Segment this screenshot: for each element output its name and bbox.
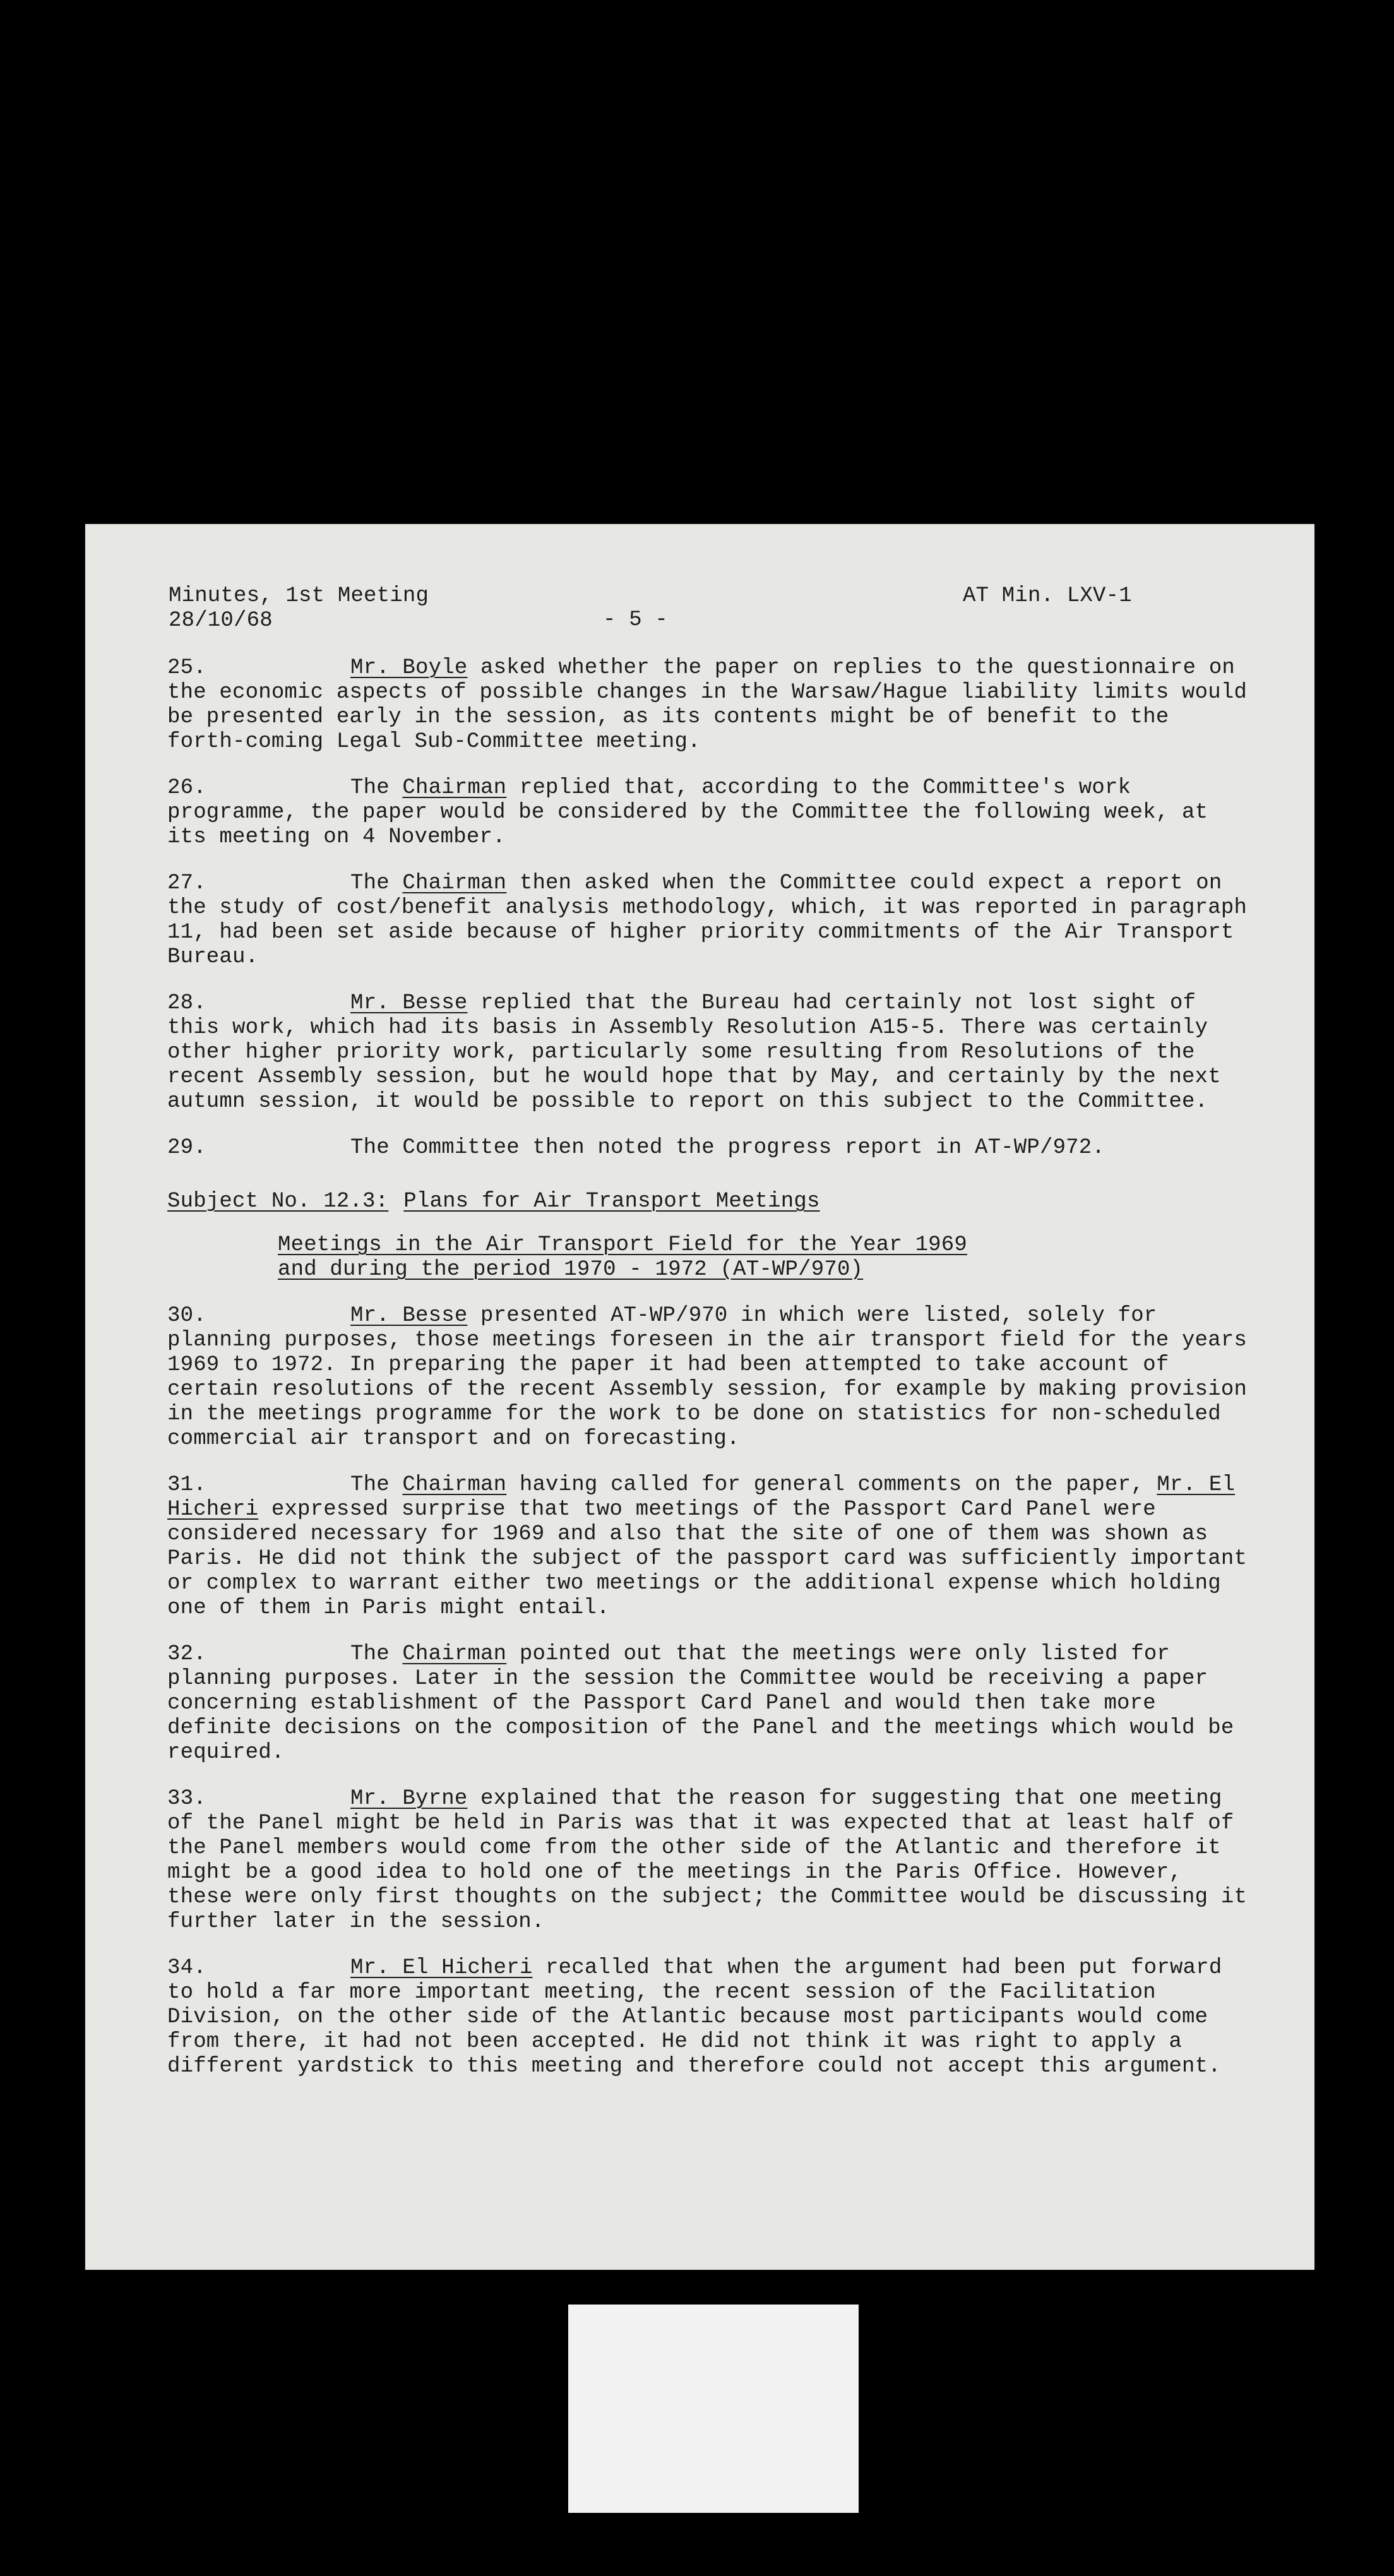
speaker-name: Mr. Boyle — [350, 656, 468, 680]
speaker-name: Chairman — [402, 871, 507, 895]
paragraph-middle: having called for general comments on the paper, — [506, 1473, 1157, 1497]
paragraph-number: 34. — [167, 1956, 206, 1980]
paragraph-number: 25. — [167, 656, 206, 680]
speaker-name: Chairman — [402, 776, 507, 800]
paragraph-33 — [167, 1787, 1253, 1935]
subject-heading — [167, 1190, 1253, 1214]
subheading — [278, 1233, 1253, 1282]
paragraph-text: expressed surprise that two meetings of the Passport Card Panel were considered necessary for 1969 and also that the site of one of them was shown as Paris. He did not think the subject of the passport card was sufficiently important or complex to warrant either two meetings or the additional expense which holding one of them in Paris might entail. — [167, 1498, 1248, 1620]
paragraph-text: asked whether the paper on replies to the questionnaire on the economic aspects of possible changes in the Warsaw/Hague liability limits would be presented early in the session, as its contents might be of benefit to the forth-coming Legal Sub-Committee meeting. — [167, 656, 1248, 754]
paragraph-30 — [167, 1304, 1253, 1452]
speaker-name-2: Mr. El Hicheri — [167, 1473, 1236, 1522]
document-reference: AT Min. LXV-1 — [963, 584, 1132, 608]
speaker-name: Chairman — [402, 1642, 507, 1666]
paragraph-number: 30. — [167, 1304, 206, 1328]
paragraph-text: The Committee then noted the progress report in AT-WP/972. — [350, 1136, 1105, 1160]
paragraph-prefix: The — [350, 871, 403, 895]
paragraph-number: 28. — [167, 991, 206, 1015]
speaker-name: Mr. Byrne — [350, 1787, 468, 1811]
paragraph-prefix: The — [350, 776, 403, 800]
paragraph-number: 31. — [167, 1473, 206, 1497]
header-left — [169, 584, 429, 633]
page-header — [167, 584, 1253, 635]
blank-index-card — [568, 2305, 859, 2513]
header-date: 28/10/68 — [169, 609, 273, 633]
paragraph-text: presented AT-WP/970 in which were listed, solely for planning purposes, those meetings foreseen in the air transport field for the years 1969 to 1972. In preparing the paper it had been attempted to take account of certain resolutions of the recent Assembly session, for example by making provision in the meetings programme for the work to be done on statistics for non-scheduled commercial air transport and on forecasting. — [167, 1304, 1248, 1451]
page-content — [167, 584, 1253, 2079]
paragraph-text: replied that the Bureau had certainly not lost sight of this work, which had its basis in Assembly Resolution A15-5. There was certainly other higher priority work, particularly some resulting from Resolutions of the recent Assembly session, but he would hope that by May, and certainly by the next autumn session, it would be possible to report on this subject to the Committee. — [167, 991, 1221, 1114]
page-number: - 5 - — [603, 608, 669, 632]
paragraph-31 — [167, 1473, 1253, 1621]
subject-title: Plans for Air Transport Meetings — [403, 1190, 820, 1213]
speaker-name: Chairman — [402, 1473, 507, 1497]
speaker-name: Mr. El Hicheri — [350, 1956, 533, 1980]
speaker-name: Mr. Besse — [350, 991, 468, 1015]
subheading-line-2: and during the period 1970 - 1972 (AT-WP/970) — [278, 1258, 864, 1282]
paragraph-26 — [167, 776, 1253, 850]
paragraph-number: 29. — [167, 1136, 206, 1160]
paragraph-number: 27. — [167, 871, 206, 895]
paragraph-text: then asked when the Committee could expect a report on the study of cost/benefit analysis methodology, which, it was reported in paragraph 11, had been set aside because of higher priority commitments of the Air Transport Bureau. — [167, 871, 1248, 969]
paragraph-28 — [167, 991, 1253, 1114]
paragraph-29 — [167, 1136, 1253, 1160]
paragraph-prefix: The — [350, 1473, 403, 1497]
paragraph-text: pointed out that the meetings were only listed for planning purposes. Later in the session the Committee would be receiving a paper concerning establishment of the Passport Card Panel and would then take more definite decisions on the composition of the Panel and the meetings which would be required. — [167, 1642, 1234, 1765]
paragraph-prefix: The — [350, 1642, 403, 1666]
paragraph-number: 26. — [167, 776, 206, 800]
speaker-name: Mr. Besse — [350, 1304, 468, 1328]
paragraph-text: explained that the reason for suggesting that one meeting of the Panel might be held in Paris was that it was expected that at least half of the Panel members would come from the other side of the Atlantic and therefore it might be a good idea to hold one of the meetings in the Paris Office. However, these were only first thoughts on the subject; the Committee would be discussing it further later in the session. — [167, 1787, 1248, 1934]
paragraph-27 — [167, 871, 1253, 970]
subject-label: Subject No. 12.3: — [167, 1190, 389, 1213]
paragraph-text: replied that, according to the Committee's work programme, the paper would be considered by the Committee the following week, at its meeting on 4 November. — [167, 776, 1208, 849]
document-page — [85, 524, 1314, 2270]
paragraph-text: recalled that when the argument had been put forward to hold a far more important meeting, the recent session of the Facilitation Division, on the other side of the Atlantic because most participants would come from there, it had not been accepted. He did not think it was right to apply a different yardstick to this meeting and therefore could not accept this argument. — [167, 1956, 1222, 2078]
paragraph-25 — [167, 656, 1253, 754]
paragraph-number: 32. — [167, 1642, 206, 1666]
header-meeting-title: Minutes, 1st Meeting — [169, 584, 429, 608]
subheading-line-1: Meetings in the Air Transport Field for the Year 1969 — [278, 1233, 967, 1257]
paragraph-34 — [167, 1956, 1253, 2079]
paragraph-number: 33. — [167, 1787, 206, 1811]
paragraph-32 — [167, 1642, 1253, 1765]
